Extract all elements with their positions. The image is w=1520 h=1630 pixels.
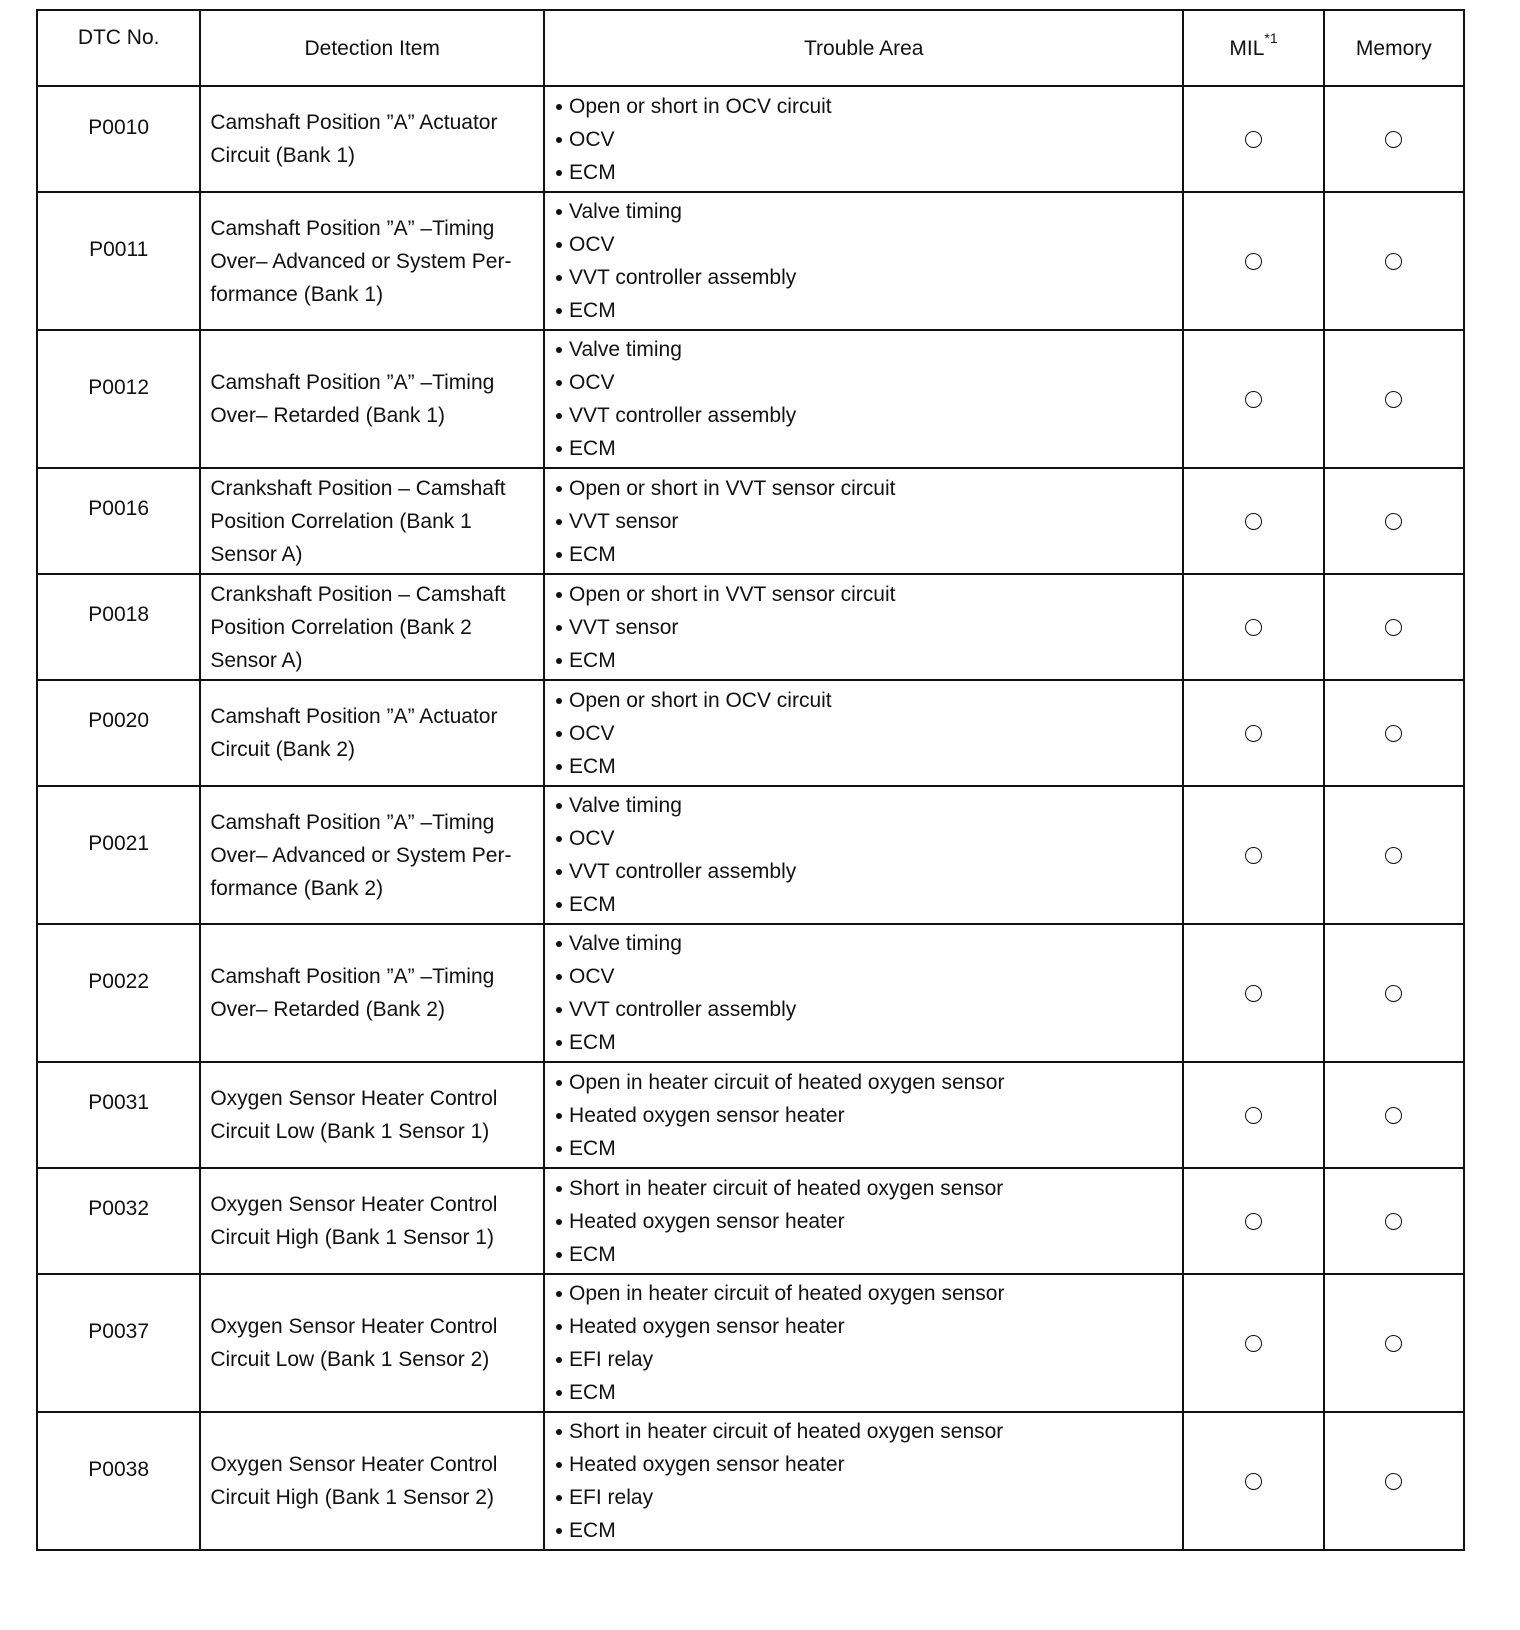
detection-item-text: Camshaft Position ”A” –Timing Over– Advanced or System Per-formance (Bank 2) [210,810,512,900]
memory-cell [1324,680,1464,786]
trouble-area-item: OCV [555,123,1182,156]
dtc-cell [37,1274,200,1412]
detection-item-cell [200,786,544,924]
trouble-area-item: ECM [555,1026,1182,1059]
trouble-area-list [555,1277,1182,1409]
trouble-area-item: VVT controller assembly [555,261,1182,294]
detection-item-text: Camshaft Position ”A” –Timing Over– Retarded (Bank 2) [210,965,495,1021]
trouble-area-item: VVT sensor [555,505,1182,538]
trouble-area-list [555,1172,1182,1271]
trouble-area-item: EFI relay [555,1343,1182,1376]
trouble-area-item: Heated oxygen sensor heater [555,1310,1182,1343]
trouble-area-cell [544,1062,1183,1168]
mil-circle-icon [1245,1107,1262,1124]
detection-item-cell [200,330,544,468]
mil-cell [1183,1168,1323,1274]
header-row [37,10,1464,86]
detection-item-cell [200,574,544,680]
memory-cell [1324,924,1464,1062]
dtc-code: P0032 [88,1197,150,1220]
trouble-area-item: ECM [555,538,1182,571]
trouble-area-item: ECM [555,1132,1182,1165]
detection-item-cell [200,1062,544,1168]
mil-cell [1183,1274,1323,1412]
table-row [37,1412,1464,1550]
trouble-area-item: ECM [555,1376,1182,1409]
dtc-cell [37,1168,200,1274]
dtc-code: P0021 [88,832,150,855]
table-row [37,574,1464,680]
header-memory: Memory [1324,10,1464,86]
detection-item-cell [200,1274,544,1412]
memory-cell [1324,192,1464,330]
trouble-area-item: Open or short in OCV circuit [555,90,1182,123]
mil-circle-icon [1245,1335,1262,1352]
detection-item-text: Camshaft Position ”A” –Timing Over– Advanced or System Per-formance (Bank 1) [210,216,512,306]
trouble-area-item: Short in heater circuit of heated oxygen sensor [555,1415,1182,1448]
mil-circle-icon [1245,1473,1262,1490]
trouble-area-item: Open in heater circuit of heated oxygen sensor [555,1066,1182,1099]
trouble-area-item: OCV [555,366,1182,399]
trouble-area-item: ECM [555,888,1182,921]
dtc-cell [37,1412,200,1550]
table-row [37,924,1464,1062]
trouble-area-item: Open or short in VVT sensor circuit [555,472,1182,505]
memory-circle-icon [1385,847,1402,864]
dtc-code: P0020 [88,709,150,732]
table-row [37,330,1464,468]
trouble-area-item: Open or short in OCV circuit [555,684,1182,717]
detection-item-text: Oxygen Sensor Heater Control Circuit High (Bank 1 Sensor 2) [210,1453,498,1509]
mil-circle-icon [1245,1213,1262,1230]
trouble-area-list [555,472,1182,571]
detection-item-text: Crankshaft Position – Camshaft Position Correlation (Bank 1 Sensor A) [210,476,506,566]
detection-item-cell [200,924,544,1062]
mil-circle-icon [1245,253,1262,270]
header-detection-item: Detection Item [200,10,544,86]
trouble-area-item: VVT controller assembly [555,993,1182,1026]
memory-circle-icon [1385,1107,1402,1124]
trouble-area-cell [544,1168,1183,1274]
mil-cell [1183,330,1323,468]
mil-cell [1183,1062,1323,1168]
trouble-area-item: Heated oxygen sensor heater [555,1448,1182,1481]
trouble-area-item: ECM [555,750,1182,783]
trouble-area-list [555,1415,1182,1547]
dtc-cell [37,86,200,192]
trouble-area-item: ECM [555,432,1182,465]
trouble-area-item: Valve timing [555,789,1182,822]
memory-circle-icon [1385,725,1402,742]
header-mil-label: MIL [1229,36,1265,60]
memory-circle-icon [1385,619,1402,636]
mil-cell [1183,468,1323,574]
trouble-area-list [555,195,1182,327]
table-row [37,468,1464,574]
mil-circle-icon [1245,847,1262,864]
mil-cell [1183,86,1323,192]
trouble-area-item: OCV [555,822,1182,855]
header-mil [1183,10,1323,86]
dtc-code: P0038 [88,1458,150,1481]
trouble-area-item: Short in heater circuit of heated oxygen sensor [555,1172,1182,1205]
detection-item-text: Oxygen Sensor Heater Control Circuit Low (Bank 1 Sensor 2) [210,1315,498,1371]
trouble-area-item: OCV [555,717,1182,750]
header-mil-footnote: *1 [1264,29,1278,46]
memory-circle-icon [1385,1335,1402,1352]
detection-item-text: Oxygen Sensor Heater Control Circuit Low (Bank 1 Sensor 1) [210,1087,498,1143]
header-dtc-no: DTC No. [37,10,200,86]
table-row [37,1168,1464,1274]
trouble-area-cell [544,1274,1183,1412]
dtc-cell [37,1062,200,1168]
mil-cell [1183,192,1323,330]
trouble-area-cell [544,192,1183,330]
trouble-area-item: Valve timing [555,195,1182,228]
dtc-cell [37,680,200,786]
trouble-area-cell [544,330,1183,468]
memory-circle-icon [1385,391,1402,408]
memory-cell [1324,468,1464,574]
table-row [37,192,1464,330]
trouble-area-cell [544,468,1183,574]
memory-circle-icon [1385,253,1402,270]
dtc-code: P0022 [88,970,150,993]
memory-circle-icon [1385,985,1402,1002]
trouble-area-list [555,90,1182,189]
trouble-area-list [555,684,1182,783]
detection-item-cell [200,680,544,786]
trouble-area-cell [544,680,1183,786]
detection-item-text: Crankshaft Position – Camshaft Position Correlation (Bank 2 Sensor A) [210,582,506,672]
dtc-code: P0031 [88,1091,150,1114]
trouble-area-item: Open in heater circuit of heated oxygen sensor [555,1277,1182,1310]
dtc-cell [37,924,200,1062]
trouble-area-item: ECM [555,294,1182,327]
trouble-area-list [555,578,1182,677]
memory-cell [1324,1274,1464,1412]
trouble-area-item: ECM [555,1514,1182,1547]
trouble-area-item: EFI relay [555,1481,1182,1514]
detection-item-text: Camshaft Position ”A” Actuator Circuit (Bank 2) [210,705,498,761]
trouble-area-item: Heated oxygen sensor heater [555,1205,1182,1238]
trouble-area-item: Valve timing [555,927,1182,960]
dtc-table [36,9,1465,1551]
mil-circle-icon [1245,513,1262,530]
memory-cell [1324,1168,1464,1274]
trouble-area-item: OCV [555,228,1182,261]
detection-item-cell [200,192,544,330]
mil-cell [1183,574,1323,680]
trouble-area-list [555,789,1182,921]
trouble-area-item: Heated oxygen sensor heater [555,1099,1182,1132]
mil-circle-icon [1245,619,1262,636]
mil-circle-icon [1245,725,1262,742]
dtc-cell [37,468,200,574]
dtc-cell [37,192,200,330]
mil-circle-icon [1245,985,1262,1002]
header-trouble-area: Trouble Area [544,10,1183,86]
detection-item-cell [200,468,544,574]
memory-cell [1324,786,1464,924]
trouble-area-cell [544,1412,1183,1550]
trouble-area-list [555,1066,1182,1165]
detection-item-text: Camshaft Position ”A” Actuator Circuit (Bank 1) [210,111,498,167]
dtc-code: P0037 [88,1320,150,1343]
memory-circle-icon [1385,1473,1402,1490]
detection-item-text: Camshaft Position ”A” –Timing Over– Retarded (Bank 1) [210,371,495,427]
table-row [37,86,1464,192]
memory-circle-icon [1385,131,1402,148]
detection-item-cell [200,86,544,192]
trouble-area-item: VVT sensor [555,611,1182,644]
dtc-table-header [37,10,1464,86]
memory-cell [1324,86,1464,192]
trouble-area-cell [544,786,1183,924]
table-row [37,1274,1464,1412]
dtc-cell [37,574,200,680]
memory-cell [1324,574,1464,680]
detection-item-cell [200,1412,544,1550]
table-row [37,786,1464,924]
trouble-area-cell [544,924,1183,1062]
trouble-area-item: OCV [555,960,1182,993]
trouble-area-list [555,333,1182,465]
dtc-code: P0012 [88,376,150,399]
trouble-area-cell [544,86,1183,192]
trouble-area-list [555,927,1182,1059]
mil-circle-icon [1245,391,1262,408]
mil-cell [1183,924,1323,1062]
dtc-cell [37,786,200,924]
detection-item-text: Oxygen Sensor Heater Control Circuit High (Bank 1 Sensor 1) [210,1193,498,1249]
dtc-table-body [37,86,1464,1550]
memory-circle-icon [1385,1213,1402,1230]
trouble-area-cell [544,574,1183,680]
table-row [37,1062,1464,1168]
mil-cell [1183,786,1323,924]
trouble-area-item: VVT controller assembly [555,855,1182,888]
detection-item-cell [200,1168,544,1274]
trouble-area-item: ECM [555,1238,1182,1271]
dtc-cell [37,330,200,468]
trouble-area-item: ECM [555,644,1182,677]
memory-cell [1324,1062,1464,1168]
dtc-code: P0018 [88,603,150,626]
dtc-code: P0010 [88,116,150,139]
memory-cell [1324,330,1464,468]
trouble-area-item: ECM [555,156,1182,189]
trouble-area-item: Open or short in VVT sensor circuit [555,578,1182,611]
trouble-area-item: VVT controller assembly [555,399,1182,432]
dtc-code: P0016 [88,497,150,520]
memory-cell [1324,1412,1464,1550]
memory-circle-icon [1385,513,1402,530]
dtc-code: P0011 [89,238,149,261]
mil-cell [1183,680,1323,786]
mil-cell [1183,1412,1323,1550]
trouble-area-item: Valve timing [555,333,1182,366]
table-row [37,680,1464,786]
mil-circle-icon [1245,131,1262,148]
